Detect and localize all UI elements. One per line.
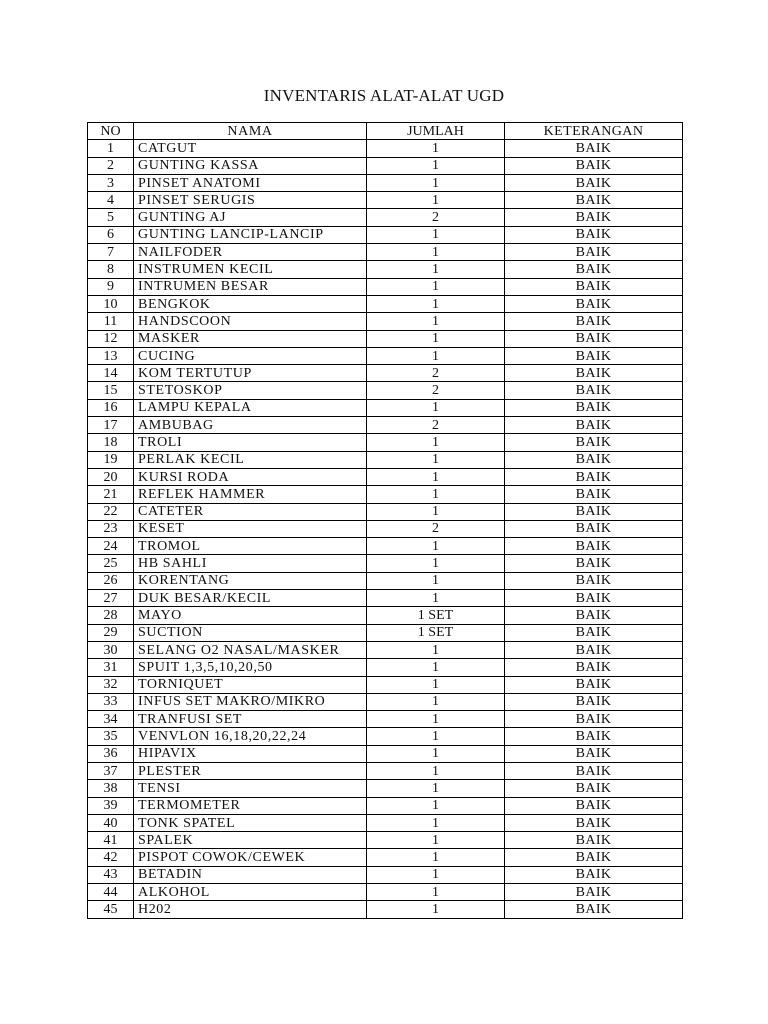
cell-jumlah: 1: [367, 711, 505, 728]
cell-no: 28: [88, 607, 134, 624]
table-row: [88, 192, 683, 209]
header-nama: NAMA: [134, 123, 367, 140]
cell-no: 30: [88, 641, 134, 658]
cell-nama: KURSI RODA: [134, 468, 367, 485]
cell-jumlah: 1: [367, 261, 505, 278]
cell-nama: AMBUBAG: [134, 417, 367, 434]
cell-keterangan: BAIK: [505, 365, 683, 382]
table-row: [88, 365, 683, 382]
table-row: [88, 295, 683, 312]
cell-keterangan: BAIK: [505, 693, 683, 710]
table-row: [88, 866, 683, 883]
cell-jumlah: 1: [367, 538, 505, 555]
cell-no: 29: [88, 624, 134, 641]
cell-no: 35: [88, 728, 134, 745]
cell-keterangan: BAIK: [505, 659, 683, 676]
cell-nama: VENVLON 16,18,20,22,24: [134, 728, 367, 745]
cell-nama: HANDSCOON: [134, 313, 367, 330]
cell-nama: TENSI: [134, 780, 367, 797]
cell-keterangan: BAIK: [505, 451, 683, 468]
cell-nama: TORNIQUET: [134, 676, 367, 693]
cell-keterangan: BAIK: [505, 192, 683, 209]
cell-nama: MASKER: [134, 330, 367, 347]
cell-jumlah: 1: [367, 572, 505, 589]
cell-jumlah: 1: [367, 641, 505, 658]
cell-no: 3: [88, 174, 134, 191]
cell-jumlah: 1: [367, 693, 505, 710]
cell-keterangan: BAIK: [505, 849, 683, 866]
cell-nama: PISPOT COWOK/CEWEK: [134, 849, 367, 866]
cell-nama: INSTRUMEN KECIL: [134, 261, 367, 278]
cell-no: 14: [88, 365, 134, 382]
table-row: [88, 676, 683, 693]
table-row: [88, 434, 683, 451]
table-row: [88, 209, 683, 226]
cell-no: 12: [88, 330, 134, 347]
cell-nama: TROMOL: [134, 538, 367, 555]
cell-jumlah: 2: [367, 209, 505, 226]
cell-jumlah: 1: [367, 503, 505, 520]
cell-no: 1: [88, 140, 134, 157]
cell-keterangan: BAIK: [505, 538, 683, 555]
cell-jumlah: 1: [367, 295, 505, 312]
cell-no: 13: [88, 347, 134, 364]
cell-jumlah: 1: [367, 762, 505, 779]
cell-jumlah: 1: [367, 866, 505, 883]
cell-nama: PLESTER: [134, 762, 367, 779]
cell-nama: KOM TERTUTUP: [134, 365, 367, 382]
cell-no: 31: [88, 659, 134, 676]
cell-nama: KESET: [134, 520, 367, 537]
cell-jumlah: 1: [367, 140, 505, 157]
cell-no: 16: [88, 399, 134, 416]
cell-keterangan: BAIK: [505, 157, 683, 174]
cell-keterangan: BAIK: [505, 295, 683, 312]
cell-nama: INFUS SET MAKRO/MIKRO: [134, 693, 367, 710]
table-row: [88, 849, 683, 866]
cell-jumlah: 1: [367, 884, 505, 901]
cell-no: 40: [88, 814, 134, 831]
table-row: [88, 174, 683, 191]
table-header-row: [88, 123, 683, 140]
cell-no: 18: [88, 434, 134, 451]
cell-jumlah: 1: [367, 226, 505, 243]
cell-no: 11: [88, 313, 134, 330]
table-row: [88, 313, 683, 330]
table-row: [88, 140, 683, 157]
cell-nama: H202: [134, 901, 367, 918]
cell-nama: GUNTING AJ: [134, 209, 367, 226]
cell-keterangan: BAIK: [505, 745, 683, 762]
cell-keterangan: BAIK: [505, 209, 683, 226]
cell-keterangan: BAIK: [505, 468, 683, 485]
cell-jumlah: 1: [367, 468, 505, 485]
cell-keterangan: BAIK: [505, 434, 683, 451]
header-no: NO: [88, 123, 134, 140]
cell-keterangan: BAIK: [505, 244, 683, 261]
cell-jumlah: 1: [367, 780, 505, 797]
cell-no: 15: [88, 382, 134, 399]
cell-jumlah: 1: [367, 745, 505, 762]
cell-nama: CATETER: [134, 503, 367, 520]
table-row: [88, 278, 683, 295]
cell-no: 32: [88, 676, 134, 693]
cell-nama: STETOSKOP: [134, 382, 367, 399]
cell-keterangan: BAIK: [505, 762, 683, 779]
cell-jumlah: 1: [367, 244, 505, 261]
cell-no: 41: [88, 832, 134, 849]
header-keterangan: KETERANGAN: [505, 123, 683, 140]
cell-no: 6: [88, 226, 134, 243]
cell-jumlah: 1: [367, 901, 505, 918]
cell-keterangan: BAIK: [505, 503, 683, 520]
cell-jumlah: 1: [367, 555, 505, 572]
table-row: [88, 607, 683, 624]
cell-jumlah: 1: [367, 728, 505, 745]
table-row: [88, 520, 683, 537]
cell-no: 38: [88, 780, 134, 797]
cell-jumlah: 1: [367, 330, 505, 347]
cell-nama: INTRUMEN BESAR: [134, 278, 367, 295]
cell-nama: CATGUT: [134, 140, 367, 157]
cell-keterangan: BAIK: [505, 590, 683, 607]
cell-jumlah: 1: [367, 814, 505, 831]
cell-keterangan: BAIK: [505, 399, 683, 416]
cell-keterangan: BAIK: [505, 226, 683, 243]
table-row: [88, 901, 683, 918]
table-row: [88, 451, 683, 468]
cell-nama: MAYO: [134, 607, 367, 624]
cell-jumlah: 2: [367, 382, 505, 399]
cell-nama: SPALEK: [134, 832, 367, 849]
cell-nama: LAMPU KEPALA: [134, 399, 367, 416]
table-row: [88, 832, 683, 849]
cell-nama: SELANG O2 NASAL/MASKER: [134, 641, 367, 658]
cell-no: 9: [88, 278, 134, 295]
cell-nama: SPUIT 1,3,5,10,20,50: [134, 659, 367, 676]
table-row: [88, 503, 683, 520]
cell-keterangan: BAIK: [505, 607, 683, 624]
cell-jumlah: 1: [367, 192, 505, 209]
cell-nama: PERLAK KECIL: [134, 451, 367, 468]
cell-no: 26: [88, 572, 134, 589]
cell-nama: BETADIN: [134, 866, 367, 883]
cell-nama: KORENTANG: [134, 572, 367, 589]
table-row: [88, 814, 683, 831]
cell-nama: PINSET SERUGIS: [134, 192, 367, 209]
cell-keterangan: BAIK: [505, 261, 683, 278]
cell-nama: NAILFODER: [134, 244, 367, 261]
cell-keterangan: BAIK: [505, 711, 683, 728]
cell-jumlah: 1: [367, 486, 505, 503]
cell-keterangan: BAIK: [505, 572, 683, 589]
table-row: [88, 347, 683, 364]
cell-nama: GUNTING LANCIP-LANCIP: [134, 226, 367, 243]
table-row: [88, 659, 683, 676]
cell-jumlah: 1: [367, 399, 505, 416]
cell-nama: CUCING: [134, 347, 367, 364]
cell-jumlah: 1: [367, 313, 505, 330]
cell-jumlah: 1: [367, 849, 505, 866]
cell-keterangan: BAIK: [505, 347, 683, 364]
cell-keterangan: BAIK: [505, 486, 683, 503]
cell-jumlah: 1: [367, 451, 505, 468]
cell-no: 20: [88, 468, 134, 485]
table-body: [88, 140, 683, 918]
cell-no: 36: [88, 745, 134, 762]
table-row: [88, 538, 683, 555]
cell-keterangan: BAIK: [505, 140, 683, 157]
cell-jumlah: 1: [367, 676, 505, 693]
cell-keterangan: BAIK: [505, 313, 683, 330]
cell-nama: TERMOMETER: [134, 797, 367, 814]
cell-no: 39: [88, 797, 134, 814]
table-row: [88, 244, 683, 261]
cell-keterangan: BAIK: [505, 780, 683, 797]
cell-keterangan: BAIK: [505, 174, 683, 191]
cell-jumlah: 1 SET: [367, 607, 505, 624]
cell-no: 7: [88, 244, 134, 261]
document-title: INVENTARIS ALAT-ALAT UGD: [263, 86, 505, 105]
table-row: [88, 382, 683, 399]
cell-no: 2: [88, 157, 134, 174]
cell-jumlah: 1: [367, 174, 505, 191]
table-row: [88, 711, 683, 728]
cell-no: 5: [88, 209, 134, 226]
cell-no: 19: [88, 451, 134, 468]
cell-jumlah: 1: [367, 590, 505, 607]
cell-no: 43: [88, 866, 134, 883]
table-row: [88, 486, 683, 503]
cell-jumlah: 2: [367, 520, 505, 537]
cell-keterangan: BAIK: [505, 641, 683, 658]
cell-jumlah: 1: [367, 797, 505, 814]
header-jumlah: JUMLAH: [367, 123, 505, 140]
cell-no: 33: [88, 693, 134, 710]
cell-no: 8: [88, 261, 134, 278]
cell-jumlah: 2: [367, 365, 505, 382]
cell-keterangan: BAIK: [505, 417, 683, 434]
cell-no: 27: [88, 590, 134, 607]
cell-nama: DUK BESAR/KECIL: [134, 590, 367, 607]
cell-nama: GUNTING KASSA: [134, 157, 367, 174]
cell-keterangan: BAIK: [505, 520, 683, 537]
cell-no: 17: [88, 417, 134, 434]
cell-jumlah: 1: [367, 278, 505, 295]
cell-no: 22: [88, 503, 134, 520]
cell-keterangan: BAIK: [505, 330, 683, 347]
cell-no: 37: [88, 762, 134, 779]
cell-jumlah: 1: [367, 659, 505, 676]
table-row: [88, 728, 683, 745]
cell-keterangan: BAIK: [505, 832, 683, 849]
cell-no: 23: [88, 520, 134, 537]
table-row: [88, 399, 683, 416]
cell-no: 44: [88, 884, 134, 901]
cell-nama: BENGKOK: [134, 295, 367, 312]
cell-nama: TRANFUSI SET: [134, 711, 367, 728]
cell-nama: SUCTION: [134, 624, 367, 641]
cell-nama: ALKOHOL: [134, 884, 367, 901]
cell-keterangan: BAIK: [505, 676, 683, 693]
cell-no: 42: [88, 849, 134, 866]
cell-nama: TONK SPATEL: [134, 814, 367, 831]
cell-keterangan: BAIK: [505, 901, 683, 918]
cell-nama: HIPAVIX: [134, 745, 367, 762]
cell-keterangan: BAIK: [505, 797, 683, 814]
table-row: [88, 693, 683, 710]
table-row: [88, 555, 683, 572]
cell-no: 24: [88, 538, 134, 555]
table-row: [88, 780, 683, 797]
cell-no: 34: [88, 711, 134, 728]
table-row: [88, 417, 683, 434]
cell-no: 25: [88, 555, 134, 572]
table-row: [88, 572, 683, 589]
cell-keterangan: BAIK: [505, 278, 683, 295]
table-row: [88, 624, 683, 641]
cell-no: 10: [88, 295, 134, 312]
cell-keterangan: BAIK: [505, 884, 683, 901]
cell-jumlah: 1: [367, 347, 505, 364]
cell-nama: PINSET ANATOMI: [134, 174, 367, 191]
cell-no: 4: [88, 192, 134, 209]
table-row: [88, 468, 683, 485]
table-row: [88, 797, 683, 814]
inventory-table: [87, 122, 683, 919]
cell-jumlah: 1 SET: [367, 624, 505, 641]
cell-keterangan: BAIK: [505, 728, 683, 745]
table-row: [88, 641, 683, 658]
table-row: [88, 226, 683, 243]
cell-jumlah: 1: [367, 832, 505, 849]
table-row: [88, 330, 683, 347]
cell-nama: HB SAHLI: [134, 555, 367, 572]
cell-keterangan: BAIK: [505, 814, 683, 831]
cell-nama: TROLI: [134, 434, 367, 451]
cell-jumlah: 1: [367, 434, 505, 451]
table-row: [88, 762, 683, 779]
cell-nama: REFLEK HAMMER: [134, 486, 367, 503]
cell-keterangan: BAIK: [505, 866, 683, 883]
table-row: [88, 745, 683, 762]
cell-no: 45: [88, 901, 134, 918]
cell-keterangan: BAIK: [505, 555, 683, 572]
cell-jumlah: 2: [367, 417, 505, 434]
cell-jumlah: 1: [367, 157, 505, 174]
table-row: [88, 590, 683, 607]
cell-keterangan: BAIK: [505, 624, 683, 641]
table-row: [88, 157, 683, 174]
cell-no: 21: [88, 486, 134, 503]
cell-keterangan: BAIK: [505, 382, 683, 399]
table-row: [88, 884, 683, 901]
table-row: [88, 261, 683, 278]
